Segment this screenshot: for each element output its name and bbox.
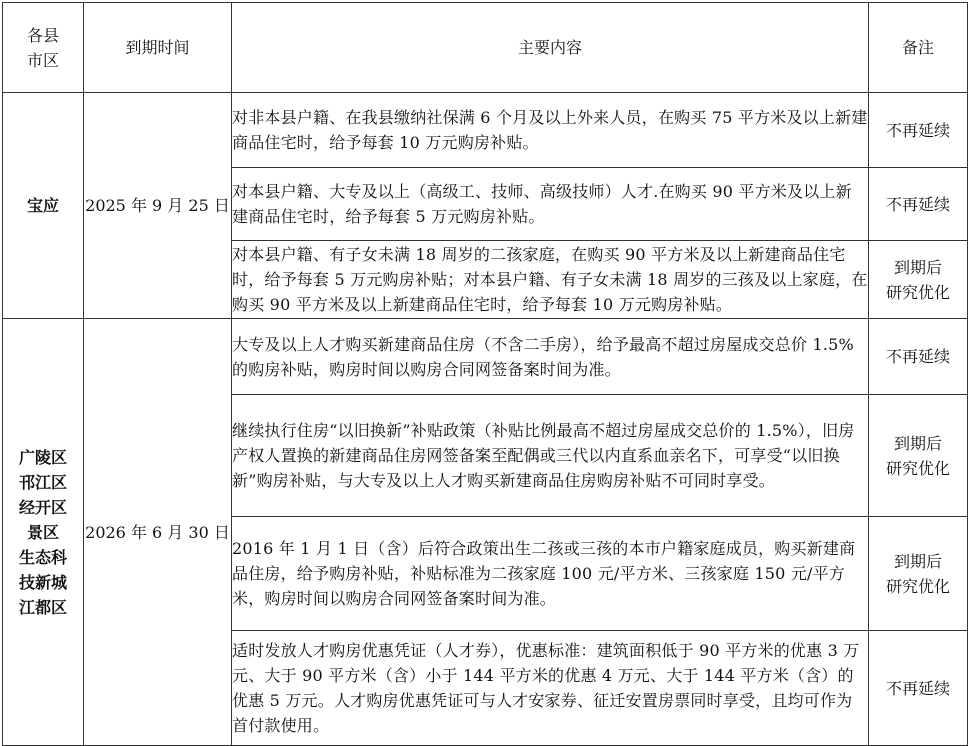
county-cell: 宝应 [3,93,84,319]
header-note: 备注 [869,3,968,93]
note-cell: 不再延续 [869,168,968,241]
content-cell: 对非本县户籍、在我县缴纳社保满 6 个月及以上外来人员，在购买 75 平方米及以上新建商品住宅时，给予每套 10 万元购房补贴。 [232,93,869,168]
content-cell: 对本县户籍、有子女未满 18 周岁的二孩家庭，在购买 90 平方米及以上新建商品住宅时，给予每套 5 万元购房补贴；对本县户籍、有子女未满 18 周岁的三孩及以上家庭，在购买 90 平方米及以上新建商品住宅时，给予每套 10 万元购房补贴。 [232,241,869,319]
content-cell: 大专及以上人才购买新建商品住房（不含二手房），给予最高不超过房屋成交总价 1.5%的购房补贴，购房时间以购房合同网签备案时间为准。 [232,319,869,395]
header-county: 各县 市区 [3,3,84,93]
note-cell: 不再延续 [869,319,968,395]
note-cell: 不再延续 [869,631,968,746]
note-cell: 不再延续 [869,93,968,168]
content-cell: 对本县户籍、大专及以上（高级工、技师、高级技师）人才.在购买 90 平方米及以上新建商品住宅时，给予每套 5 万元购房补贴。 [232,168,869,241]
content-cell: 适时发放人才购房优惠凭证（人才券），优惠标准：建筑面积低于 90 平方米的优惠 3 万元、大于 90 平方米（含）小于 144 平方米的优惠 4 万元、大于 144 平方米（含）的优惠 5 万元。人才购房优惠凭证可与人才安家券、征迁安置房票同时享受，且均可作为首付款使用。 [232,631,869,746]
header-content: 主要内容 [232,3,869,93]
county-cell: 广陵区 邗江区 经开区 景区 生态科 技新城 江都区 [3,319,84,746]
note-cell: 到期后 研究优化 [869,241,968,319]
deadline-cell: 2025 年 9 月 25 日 [84,93,232,319]
content-cell: 继续执行住房“以旧换新”补贴政策（补贴比例最高不超过房屋成交总价的 1.5%），旧房产权人置换的新建商品住房网签备案至配偶或三代以内直系血亲名下，可享受“以旧换新”购房补贴，与大专及以上人才购买新建商品住房购房补贴不可同时享受。 [232,395,869,517]
note-cell: 到期后 研究优化 [869,395,968,517]
policy-table [2,2,968,746]
header-deadline: 到期时间 [84,3,232,93]
deadline-cell: 2026 年 6 月 30 日 [84,319,232,746]
note-cell: 到期后 研究优化 [869,517,968,631]
table-row [3,319,968,395]
header-row [3,3,968,93]
table-row [3,93,968,168]
content-cell: 2016 年 1 月 1 日（含）后符合政策出生二孩或三孩的本市户籍家庭成员，购买新建商品住房，给予购房补贴，补贴标准为二孩家庭 100 元/平方米、三孩家庭 150 元/平方米，购房时间以购房合同网签备案时间为准。 [232,517,869,631]
